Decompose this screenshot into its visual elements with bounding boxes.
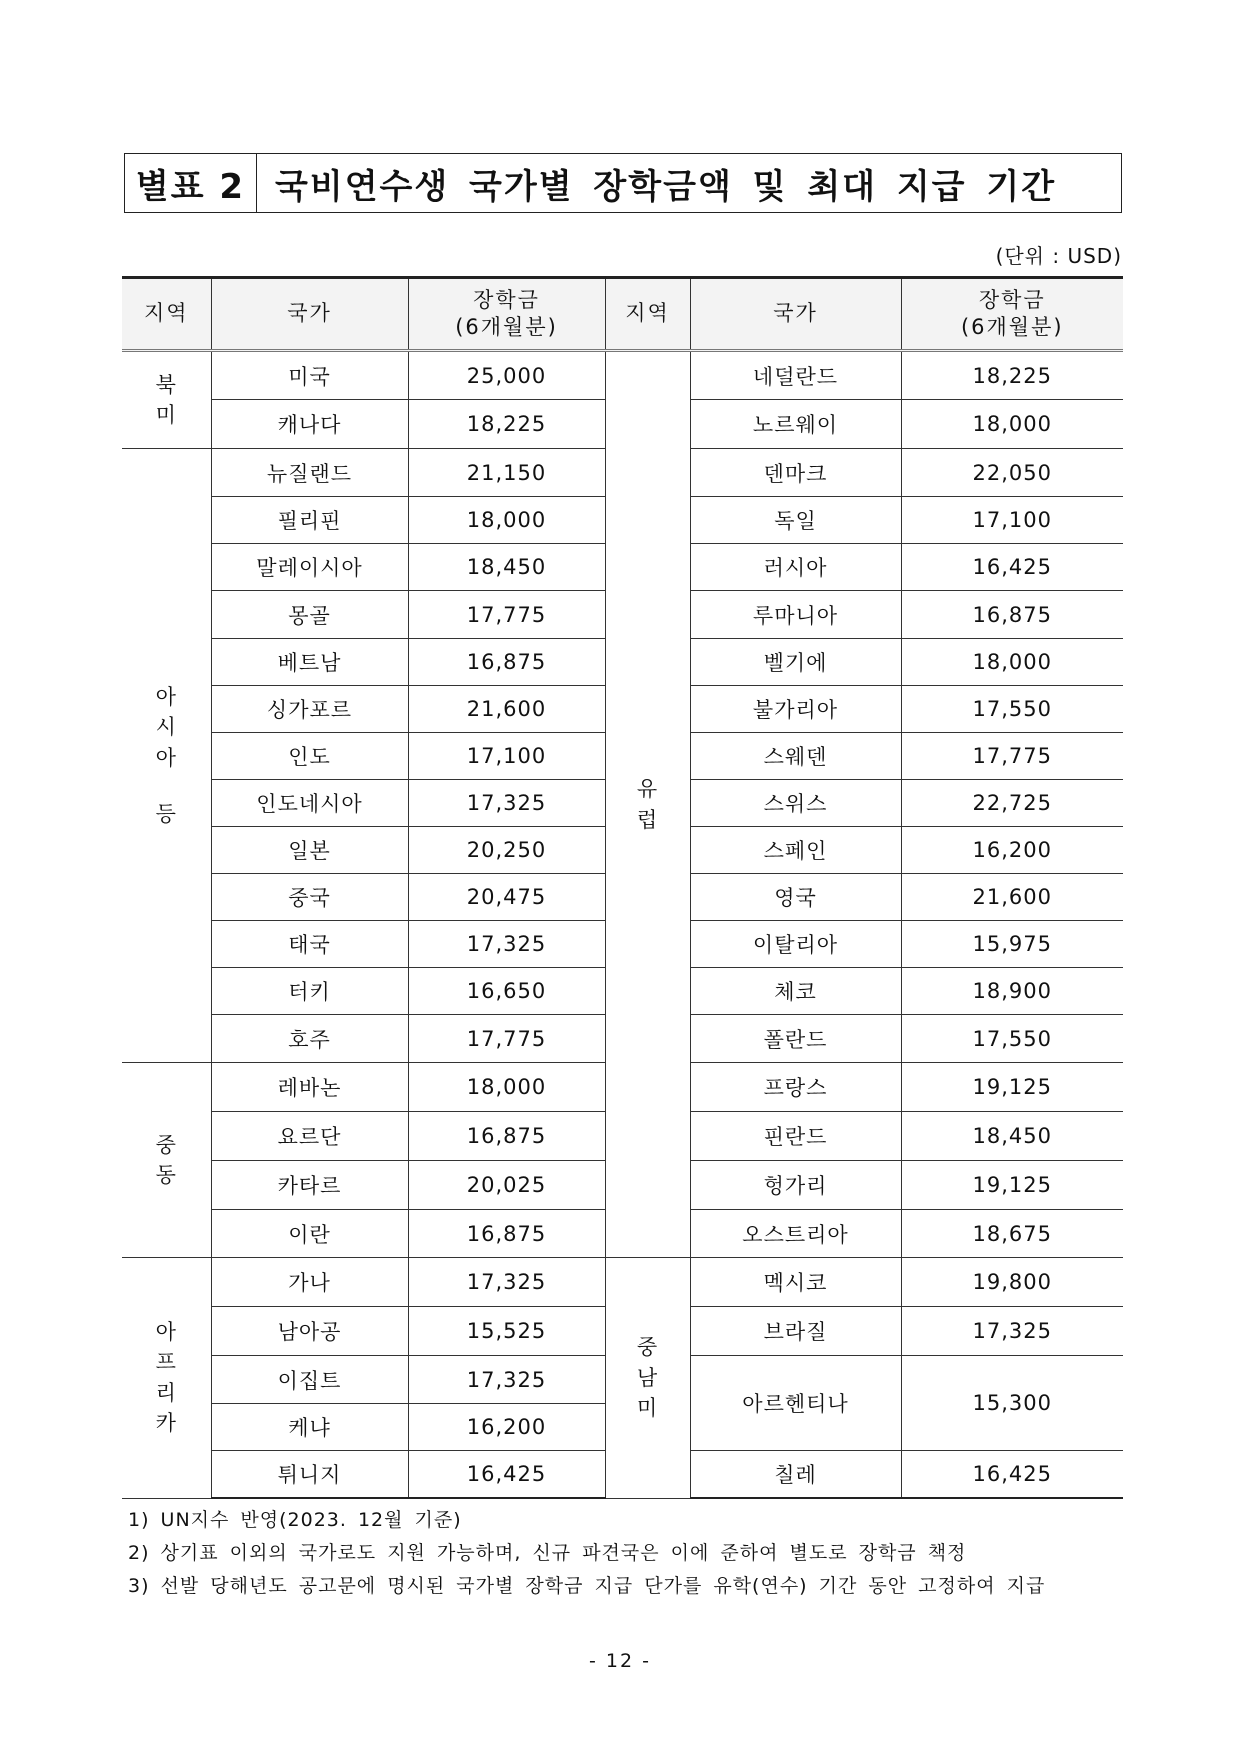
- table-title: 국비연수생 국가별 장학금액 및 최대 지급 기간: [275, 166, 1057, 207]
- footnote: 1) UN지수 반영(2023. 12월 기준): [128, 1509, 462, 1531]
- country-cell: 프랑스: [690, 1063, 901, 1112]
- country-cell: 폴란드: [690, 1015, 901, 1063]
- country-cell: 남아공: [211, 1307, 408, 1356]
- amount-cell: 18,225: [408, 400, 605, 449]
- amount-cell: 21,600: [901, 874, 1123, 921]
- country-cell: 이탈리아: [690, 921, 901, 968]
- region-cell-left: [122, 1258, 211, 1499]
- amount-cell: 20,250: [408, 827, 605, 874]
- amount-cell: 19,800: [901, 1258, 1123, 1307]
- amount-cell: 18,000: [408, 1063, 605, 1112]
- amount-cell: 25,000: [408, 351, 605, 400]
- country-cell: 멕시코: [690, 1258, 901, 1307]
- country-cell: 말레이시아: [211, 544, 408, 591]
- amount-cell: 18,450: [408, 544, 605, 591]
- country-cell: 브라질: [690, 1307, 901, 1356]
- country-cell: 일본: [211, 827, 408, 874]
- amount-cell: 15,525: [408, 1307, 605, 1356]
- footnote: 2) 상기표 이외의 국가로도 지원 가능하며, 신규 파견국은 이에 준하여 별도로 장학금 책정: [128, 1542, 967, 1564]
- header-region-left: 지역: [122, 278, 211, 351]
- amount-cell: 18,900: [901, 968, 1123, 1015]
- table-row: [122, 1258, 1123, 1307]
- amount-cell: 17,550: [901, 686, 1123, 733]
- country-cell: 베트남: [211, 639, 408, 686]
- header-amount-line1: 장학금: [473, 287, 540, 312]
- country-cell: 영국: [690, 874, 901, 921]
- region-char: 프: [155, 1350, 177, 1375]
- header-country-right: 국가: [690, 278, 901, 351]
- country-cell: 벨기에: [690, 639, 901, 686]
- country-cell: 인도네시아: [211, 780, 408, 827]
- header-amount-right: [901, 278, 1123, 351]
- table-number-label: 별표 2: [125, 154, 257, 212]
- amount-cell: 16,875: [408, 1210, 605, 1258]
- amount-cell: 16,650: [408, 968, 605, 1015]
- header-amount-line2: (6개월분): [455, 315, 558, 339]
- country-cell: 핀란드: [690, 1112, 901, 1161]
- region-cell-left: [122, 351, 211, 449]
- region-cell-left: [122, 1063, 211, 1258]
- region-char: 아: [155, 745, 177, 770]
- country-cell: 카타르: [211, 1161, 408, 1210]
- country-cell: 미국: [211, 351, 408, 400]
- region-char: 미: [155, 403, 177, 427]
- amount-cell: 17,325: [408, 1258, 605, 1307]
- country-cell: 독일: [690, 497, 901, 544]
- region-char: 등: [155, 801, 177, 826]
- amount-cell: 16,200: [408, 1404, 605, 1451]
- amount-cell: 21,600: [408, 686, 605, 733]
- table-title-box: [124, 153, 1122, 213]
- country-cell: 이집트: [211, 1356, 408, 1404]
- table-row: [122, 351, 1123, 400]
- region-char: 유: [636, 777, 659, 802]
- amount-cell: 17,325: [408, 780, 605, 827]
- amount-cell: 16,200: [901, 827, 1123, 874]
- country-cell: 스위스: [690, 780, 901, 827]
- unit-label: (단위 : USD): [995, 244, 1122, 268]
- country-cell: 튀니지: [211, 1451, 408, 1499]
- region-char: 남: [636, 1365, 659, 1390]
- region-char: 미: [636, 1395, 659, 1420]
- amount-cell: 16,425: [408, 1451, 605, 1499]
- amount-cell: 19,125: [901, 1161, 1123, 1210]
- country-cell: 호주: [211, 1015, 408, 1063]
- amount-cell: 16,425: [901, 1451, 1123, 1499]
- country-cell: 스웨덴: [690, 733, 901, 780]
- amount-cell: 16,875: [408, 1112, 605, 1161]
- region-char: 럽: [636, 807, 659, 832]
- amount-cell: 15,300: [901, 1356, 1123, 1451]
- country-cell: 필리핀: [211, 497, 408, 544]
- header-row: [122, 278, 1123, 351]
- amount-cell: 18,225: [901, 351, 1123, 400]
- amount-cell: 17,775: [901, 733, 1123, 780]
- footnotes: [128, 1504, 1045, 1603]
- amount-cell: 17,100: [408, 733, 605, 780]
- country-cell: 네덜란드: [690, 351, 901, 400]
- amount-cell: 20,025: [408, 1161, 605, 1210]
- header-country-left: 국가: [211, 278, 408, 351]
- region-char: 중: [155, 1132, 177, 1157]
- country-cell: 몽골: [211, 591, 408, 639]
- amount-cell: 18,450: [901, 1112, 1123, 1161]
- country-cell: 케냐: [211, 1404, 408, 1451]
- page-number: - 12 -: [589, 1650, 651, 1672]
- country-cell: 오스트리아: [690, 1210, 901, 1258]
- amount-cell: 15,975: [901, 921, 1123, 968]
- country-cell: 덴마크: [690, 449, 901, 497]
- region-gap: [122, 773, 211, 799]
- country-cell: 중국: [211, 874, 408, 921]
- amount-cell: 22,050: [901, 449, 1123, 497]
- region-char: 리: [155, 1380, 177, 1405]
- region-char: 북: [155, 372, 177, 397]
- amount-cell: 17,550: [901, 1015, 1123, 1063]
- region-char: 중: [636, 1335, 659, 1360]
- country-cell: 러시아: [690, 544, 901, 591]
- region-char: 동: [155, 1163, 177, 1187]
- country-cell: 뉴질랜드: [211, 449, 408, 497]
- country-cell: 요르단: [211, 1112, 408, 1161]
- region-char: 시: [155, 715, 177, 740]
- amount-cell: 18,675: [901, 1210, 1123, 1258]
- amount-cell: 17,775: [408, 591, 605, 639]
- country-cell: 가나: [211, 1258, 408, 1307]
- header-amount-line1: 장학금: [978, 287, 1046, 312]
- region-char: 아: [155, 684, 177, 709]
- region-char: 아: [155, 1319, 177, 1344]
- country-cell: 체코: [690, 968, 901, 1015]
- table-body: [122, 351, 1123, 1499]
- scholarship-table: [122, 276, 1123, 1499]
- region-cell-left: [122, 449, 211, 1063]
- country-cell: 아르헨티나: [690, 1356, 901, 1451]
- region-char: 카: [155, 1411, 177, 1436]
- amount-cell: 18,000: [408, 497, 605, 544]
- header-region-right: 지역: [605, 278, 690, 351]
- amount-cell: 16,875: [408, 639, 605, 686]
- header-amount-line2: (6개월분): [960, 315, 1064, 339]
- country-cell: 레바논: [211, 1063, 408, 1112]
- amount-cell: 17,100: [901, 497, 1123, 544]
- country-cell: 터키: [211, 968, 408, 1015]
- country-cell: 칠레: [690, 1451, 901, 1499]
- amount-cell: 16,875: [901, 591, 1123, 639]
- amount-cell: 17,775: [408, 1015, 605, 1063]
- country-cell: 노르웨이: [690, 400, 901, 449]
- country-cell: 스페인: [690, 827, 901, 874]
- country-cell: 태국: [211, 921, 408, 968]
- amount-cell: 20,475: [408, 874, 605, 921]
- amount-cell: 17,325: [408, 921, 605, 968]
- footnote: 3) 선발 당해년도 공고문에 명시된 국가별 장학금 지급 단가를 유학(연수) 기간 동안 고정하여 지급: [128, 1575, 1046, 1597]
- region-cell-right: [605, 1258, 690, 1499]
- country-cell: 캐나다: [211, 400, 408, 449]
- amount-cell: 18,000: [901, 400, 1123, 449]
- amount-cell: 21,150: [408, 449, 605, 497]
- country-cell: 이란: [211, 1210, 408, 1258]
- country-cell: 싱가포르: [211, 686, 408, 733]
- amount-cell: 18,000: [901, 639, 1123, 686]
- region-cell-right: [605, 351, 690, 1258]
- country-cell: 불가리아: [690, 686, 901, 733]
- amount-cell: 17,325: [901, 1307, 1123, 1356]
- country-cell: 인도: [211, 733, 408, 780]
- amount-cell: 22,725: [901, 780, 1123, 827]
- amount-cell: 19,125: [901, 1063, 1123, 1112]
- country-cell: 헝가리: [690, 1161, 901, 1210]
- amount-cell: 17,325: [408, 1356, 605, 1404]
- amount-cell: 16,425: [901, 544, 1123, 591]
- header-amount-left: [408, 278, 605, 351]
- country-cell: 루마니아: [690, 591, 901, 639]
